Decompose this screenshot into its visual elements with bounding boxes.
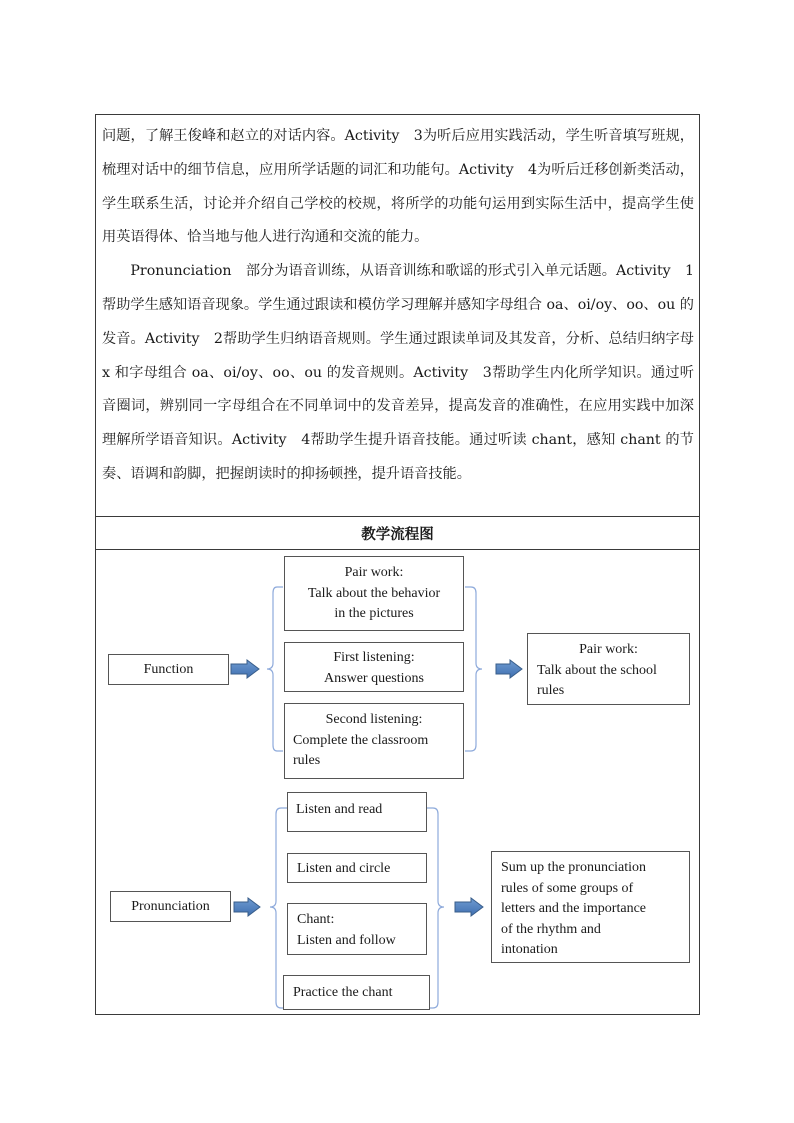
function-label: Function: [143, 662, 194, 677]
pair-work-behavior-node: [284, 556, 464, 631]
node-line: rules: [293, 753, 321, 768]
node-line: in the pictures: [334, 606, 414, 621]
node-line: Talk about the school: [537, 662, 657, 678]
node-line: rules: [537, 683, 565, 698]
node-line: Listen and read: [296, 802, 383, 817]
listen-and-circle-node: [287, 853, 427, 883]
node-line: of the rhythm and: [501, 921, 601, 937]
node-line: Second listening:: [325, 712, 423, 727]
function-node: [108, 654, 229, 685]
right-arrow-icon: [455, 898, 483, 916]
pronunciation-paragraph: Pronunciation 部分为语音训练，从语音训练和歌谣的形式引入单元话题。Activity 1帮助学生感知语音现象。学生通过跟读和模仿学习理解并感知字母组合 oa、oi/oy、oo、ou 的发音。Activity 2帮助学生归纳语音规则。学生通过跟读单词及其发音，分析、总结归纳字母 x 和字母组合 oa、oi/oy、oo、ou 的发音规则。Activity 3帮助学生内化所学知识。通过听音圈词，辨别同一字母组合在不同单词中的发音差异，提高发音的准确性，在应用实践中加深理解所学语音知识。Activity 4帮助学生提升语音技能。通过听读 chant，感知 chant 的节奏、语调和韵脚，把握朗读时的抑扬顿挫，提升语音技能。: [102, 263, 694, 482]
node-line: intonation: [501, 942, 558, 957]
second-listening-node: [284, 703, 464, 779]
node-line: letters and the importance: [501, 901, 646, 916]
right-bracket-icon: [465, 587, 482, 751]
node-line: Listen and follow: [297, 932, 396, 948]
right-arrow-icon: [496, 660, 522, 678]
node-line: First listening:: [333, 650, 415, 665]
intro-paragraph: 问题，了解王俊峰和赵立的对话内容。Activity 3为听后应用实践活动，学生听音填写班规，梳理对话中的细节信息，应用所学话题的词汇和功能句。Activity 4为听后迁移创新类活动，学生联系生活，讨论并介绍自己学校的校规，将所学的功能句运用到实际生活中，提高学生使用英语得体、恰当地与他人进行沟通和交流的能力。: [102, 128, 694, 246]
node-line: Answer questions: [324, 670, 424, 686]
node-line: Complete the classroom: [293, 732, 429, 748]
left-bracket-icon: [267, 587, 283, 751]
practice-chant-node: [283, 975, 430, 1010]
node-line: Practice the chant: [293, 985, 393, 1000]
listen-and-read-node: [287, 792, 427, 832]
node-line: Talk about the behavior: [307, 585, 441, 601]
pronunciation-label: Pronunciation: [131, 899, 210, 914]
pronunciation-node: [110, 891, 231, 922]
node-line: Listen and circle: [297, 861, 391, 876]
pronunciation-summary-node: [491, 851, 690, 963]
chant-follow-node: [287, 903, 427, 955]
right-arrow-icon: [234, 898, 260, 916]
node-line: rules of some groups of: [501, 880, 634, 896]
node-line: Sum up the pronunciation: [501, 860, 647, 875]
pair-work-school-rules-node: [527, 633, 690, 705]
node-line: Pair work:: [344, 565, 404, 580]
flowchart-title: 教学流程图: [361, 526, 434, 543]
node-line: Chant:: [297, 912, 335, 927]
node-line: Pair work:: [579, 642, 638, 657]
first-listening-node: [284, 642, 464, 692]
right-arrow-icon: [231, 660, 259, 678]
